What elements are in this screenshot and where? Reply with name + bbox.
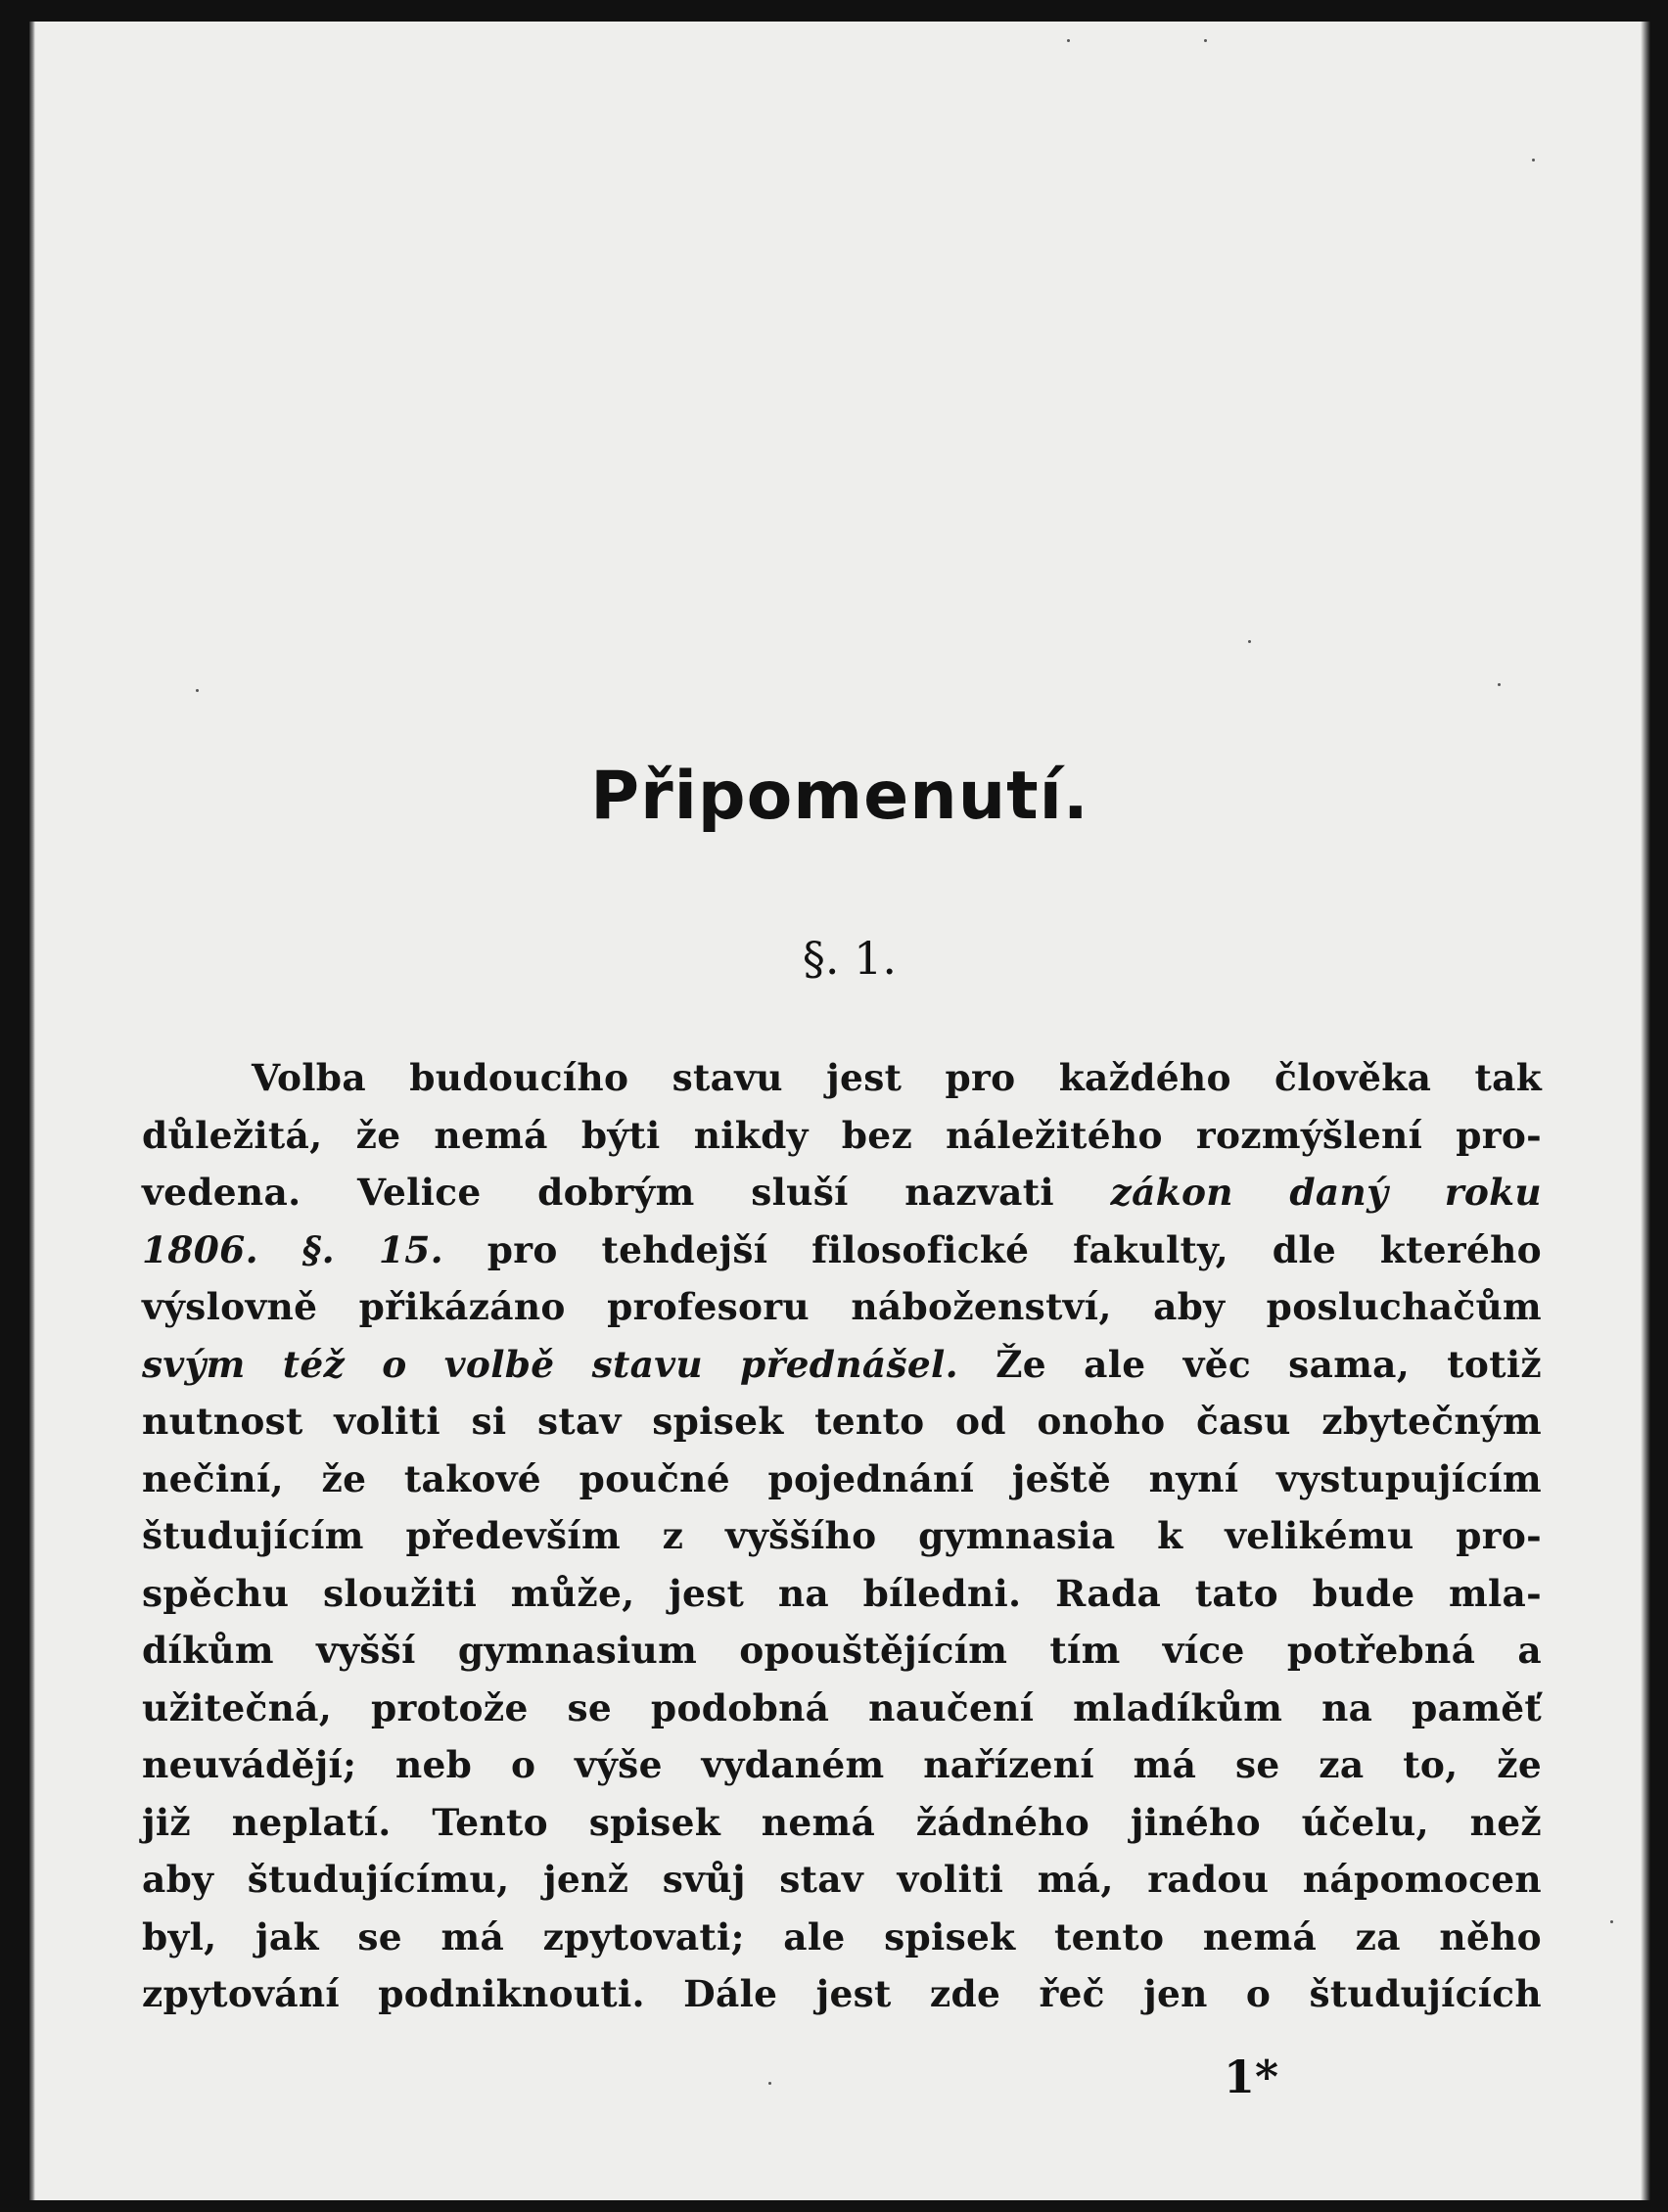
text-line: zpytování podniknouti. Dále jest zde řeč jen o študujících [142, 1972, 1542, 2015]
text-line: důležitá, že nemá býti nikdy bez náležitého rozmýšlení pro- [142, 1113, 1542, 1157]
text-line: neuvádějí; neb o výše vydaném nařízení má se za to, že [142, 1743, 1542, 1786]
paper-speck [1532, 159, 1535, 161]
text-line: díkům vyšší gymnasium opouštějícím tím více potřebná a [142, 1629, 1542, 1672]
paper-speck [1204, 39, 1207, 42]
body-paragraph [142, 1049, 1542, 2023]
text-line: vedena. Velice dobrým sluší nazvati zákon daný roku [142, 1171, 1542, 1214]
paper-speck [1610, 1920, 1613, 1923]
text-line: již neplatí. Tento spisek nemá žádného jiného účelu, než [142, 1800, 1542, 1844]
paper-speck [1498, 683, 1501, 686]
book-page [29, 22, 1650, 2200]
page-title: Připomenutí. [590, 758, 1089, 835]
text-line: svým též o volbě stavu přednášel. Že ale věc sama, totiž [142, 1342, 1542, 1386]
text-line: študujícím především z vyššího gymnasia k velikému pro- [142, 1514, 1542, 1557]
text-line: 1806. §. 15. pro tehdejší filosofické fakulty, dle kterého [142, 1227, 1542, 1271]
page-right-edge [1641, 22, 1650, 2200]
text-line: výslovně přikázáno profesoru náboženství, aby posluchačům [142, 1285, 1542, 1328]
page-left-edge [29, 22, 35, 2200]
text-line: Volba budoucího stavu jest pro každého člověka tak [252, 1056, 1542, 1099]
text-line: nečiní, že takové poučné pojednání ještě nyní vystupujícím [142, 1456, 1542, 1500]
text-line: užitečná, protože se podobná naučení mladíkům na paměť [142, 1685, 1542, 1729]
section-heading: §. 1. [802, 932, 898, 985]
paper-speck [196, 689, 199, 692]
text-line: nutnost voliti si stav spisek tento od onoho času zbytečným [142, 1400, 1542, 1443]
paper-speck [1248, 640, 1251, 643]
page-number: 1* [1224, 2051, 1279, 2103]
text-line: byl, jak se má zpytovati; ale spisek tento nemá za něho [142, 1914, 1542, 1959]
paper-speck [768, 2082, 771, 2085]
paper-speck [1067, 39, 1070, 42]
text-line: spěchu sloužiti může, jest na bíledni. Rada tato bude mla- [142, 1571, 1542, 1615]
text-line: aby študujícímu, jenž svůj stav voliti má, radou nápomocen [142, 1858, 1542, 1901]
